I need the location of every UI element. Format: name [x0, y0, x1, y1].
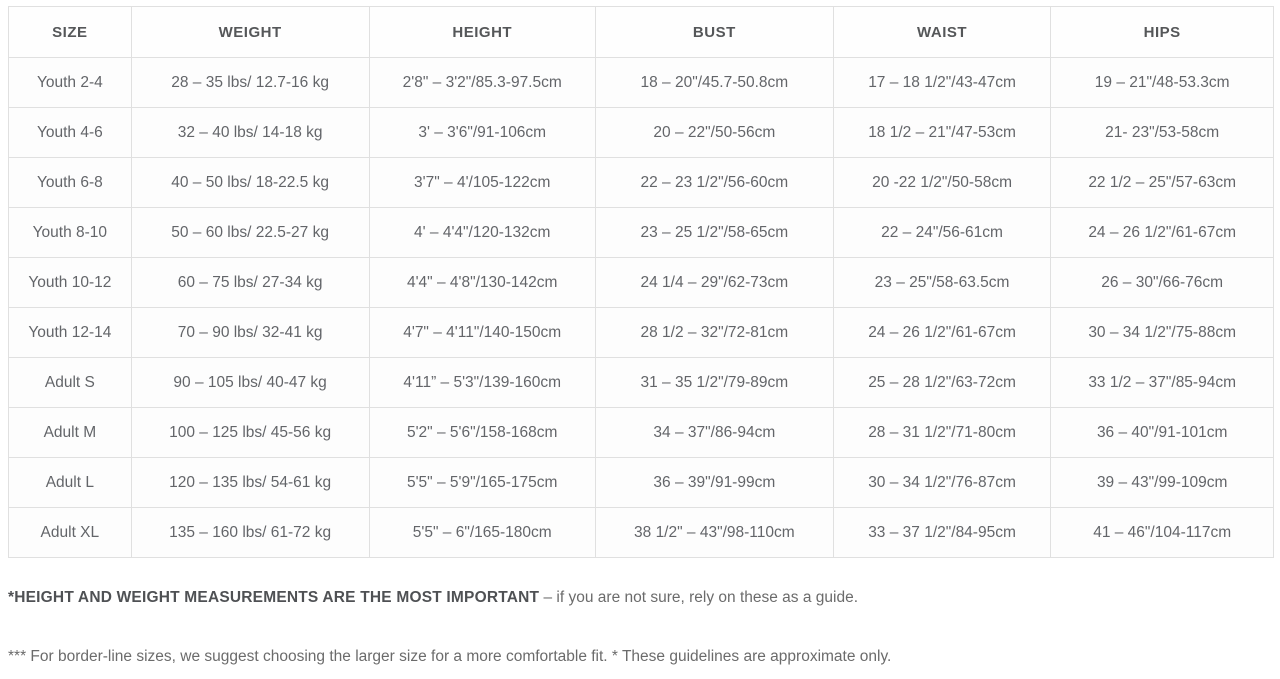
cell-height: 2'8" – 3'2"/85.3-97.5cm	[369, 58, 595, 108]
cell-hips: 41 – 46"/104-117cm	[1051, 508, 1274, 558]
table-row	[9, 208, 1274, 258]
cell-height: 4' – 4'4"/120-132cm	[369, 208, 595, 258]
cell-size: Youth 8-10	[9, 208, 132, 258]
cell-waist: 17 – 18 1/2"/43-47cm	[833, 58, 1051, 108]
size-chart-table	[8, 6, 1274, 558]
cell-bust: 28 1/2 – 32"/72-81cm	[595, 308, 833, 358]
cell-waist: 22 – 24"/56-61cm	[833, 208, 1051, 258]
cell-waist: 33 – 37 1/2"/84-95cm	[833, 508, 1051, 558]
cell-height: 5'5" – 5'9"/165-175cm	[369, 458, 595, 508]
cell-size: Adult L	[9, 458, 132, 508]
header-size: SIZE	[9, 7, 132, 58]
cell-size: Youth 10-12	[9, 258, 132, 308]
cell-weight: 120 – 135 lbs/ 54-61 kg	[131, 458, 369, 508]
cell-bust: 34 – 37"/86-94cm	[595, 408, 833, 458]
cell-waist: 23 – 25"/58-63.5cm	[833, 258, 1051, 308]
cell-bust: 23 – 25 1/2"/58-65cm	[595, 208, 833, 258]
note-borderline-sizes: *** For border-line sizes, we suggest choosing the larger size for a more comfortable fit. * These guidelines are approximate only.	[8, 648, 892, 665]
table-row	[9, 58, 1274, 108]
cell-height: 4'11” – 5'3"/139-160cm	[369, 358, 595, 408]
note-height-weight-rest: – if you are not sure, rely on these as a guide.	[539, 589, 859, 606]
cell-height: 3'7" – 4'/105-122cm	[369, 158, 595, 208]
cell-bust: 38 1/2" – 43"/98-110cm	[595, 508, 833, 558]
note-height-weight-bold: *HEIGHT AND WEIGHT MEASUREMENTS ARE THE MOST IMPORTANT	[8, 589, 540, 606]
cell-bust: 24 1/4 – 29"/62-73cm	[595, 258, 833, 308]
header-bust: BUST	[595, 7, 833, 58]
cell-hips: 36 – 40"/91-101cm	[1051, 408, 1274, 458]
header-height: HEIGHT	[369, 7, 595, 58]
cell-size: Youth 2-4	[9, 58, 132, 108]
cell-waist: 28 – 31 1/2"/71-80cm	[833, 408, 1051, 458]
cell-size: Youth 6-8	[9, 158, 132, 208]
cell-weight: 32 – 40 lbs/ 14-18 kg	[131, 108, 369, 158]
note-height-weight	[8, 589, 858, 607]
header-weight: WEIGHT	[131, 7, 369, 58]
table-row	[9, 158, 1274, 208]
cell-hips: 39 – 43"/99-109cm	[1051, 458, 1274, 508]
cell-height: 4'7" – 4'11"/140-150cm	[369, 308, 595, 358]
table-row	[9, 358, 1274, 408]
size-chart-header	[9, 7, 1274, 58]
cell-size: Adult M	[9, 408, 132, 458]
cell-weight: 70 – 90 lbs/ 32-41 kg	[131, 308, 369, 358]
cell-height: 3' – 3'6"/91-106cm	[369, 108, 595, 158]
cell-height: 5'5" – 6"/165-180cm	[369, 508, 595, 558]
cell-weight: 28 – 35 lbs/ 12.7-16 kg	[131, 58, 369, 108]
cell-hips: 30 – 34 1/2"/75-88cm	[1051, 308, 1274, 358]
cell-bust: 22 – 23 1/2"/56-60cm	[595, 158, 833, 208]
table-row	[9, 508, 1274, 558]
cell-hips: 33 1/2 – 37"/85-94cm	[1051, 358, 1274, 408]
cell-size: Adult S	[9, 358, 132, 408]
cell-waist: 30 – 34 1/2"/76-87cm	[833, 458, 1051, 508]
cell-bust: 36 – 39"/91-99cm	[595, 458, 833, 508]
cell-bust: 20 – 22"/50-56cm	[595, 108, 833, 158]
cell-hips: 22 1/2 – 25"/57-63cm	[1051, 158, 1274, 208]
header-waist: WAIST	[833, 7, 1051, 58]
cell-size: Youth 12-14	[9, 308, 132, 358]
cell-hips: 26 – 30"/66-76cm	[1051, 258, 1274, 308]
cell-hips: 19 – 21"/48-53.3cm	[1051, 58, 1274, 108]
cell-hips: 21- 23"/53-58cm	[1051, 108, 1274, 158]
cell-waist: 24 – 26 1/2"/61-67cm	[833, 308, 1051, 358]
cell-size: Adult XL	[9, 508, 132, 558]
cell-bust: 31 – 35 1/2"/79-89cm	[595, 358, 833, 408]
cell-weight: 90 – 105 lbs/ 40-47 kg	[131, 358, 369, 408]
table-row	[9, 258, 1274, 308]
table-row	[9, 308, 1274, 358]
header-row	[9, 7, 1274, 58]
cell-waist: 25 – 28 1/2"/63-72cm	[833, 358, 1051, 408]
table-row	[9, 108, 1274, 158]
cell-height: 5'2" – 5'6"/158-168cm	[369, 408, 595, 458]
cell-bust: 18 – 20"/45.7-50.8cm	[595, 58, 833, 108]
cell-weight: 100 – 125 lbs/ 45-56 kg	[131, 408, 369, 458]
header-hips: HIPS	[1051, 7, 1274, 58]
cell-height: 4'4" – 4'8"/130-142cm	[369, 258, 595, 308]
size-table-body	[9, 58, 1274, 558]
cell-weight: 40 – 50 lbs/ 18-22.5 kg	[131, 158, 369, 208]
cell-weight: 135 – 160 lbs/ 61-72 kg	[131, 508, 369, 558]
cell-weight: 50 – 60 lbs/ 22.5-27 kg	[131, 208, 369, 258]
cell-weight: 60 – 75 lbs/ 27-34 kg	[131, 258, 369, 308]
table-row	[9, 458, 1274, 508]
table-row	[9, 408, 1274, 458]
cell-hips: 24 – 26 1/2"/61-67cm	[1051, 208, 1274, 258]
cell-waist: 18 1/2 – 21"/47-53cm	[833, 108, 1051, 158]
cell-size: Youth 4-6	[9, 108, 132, 158]
cell-waist: 20 -22 1/2"/50-58cm	[833, 158, 1051, 208]
